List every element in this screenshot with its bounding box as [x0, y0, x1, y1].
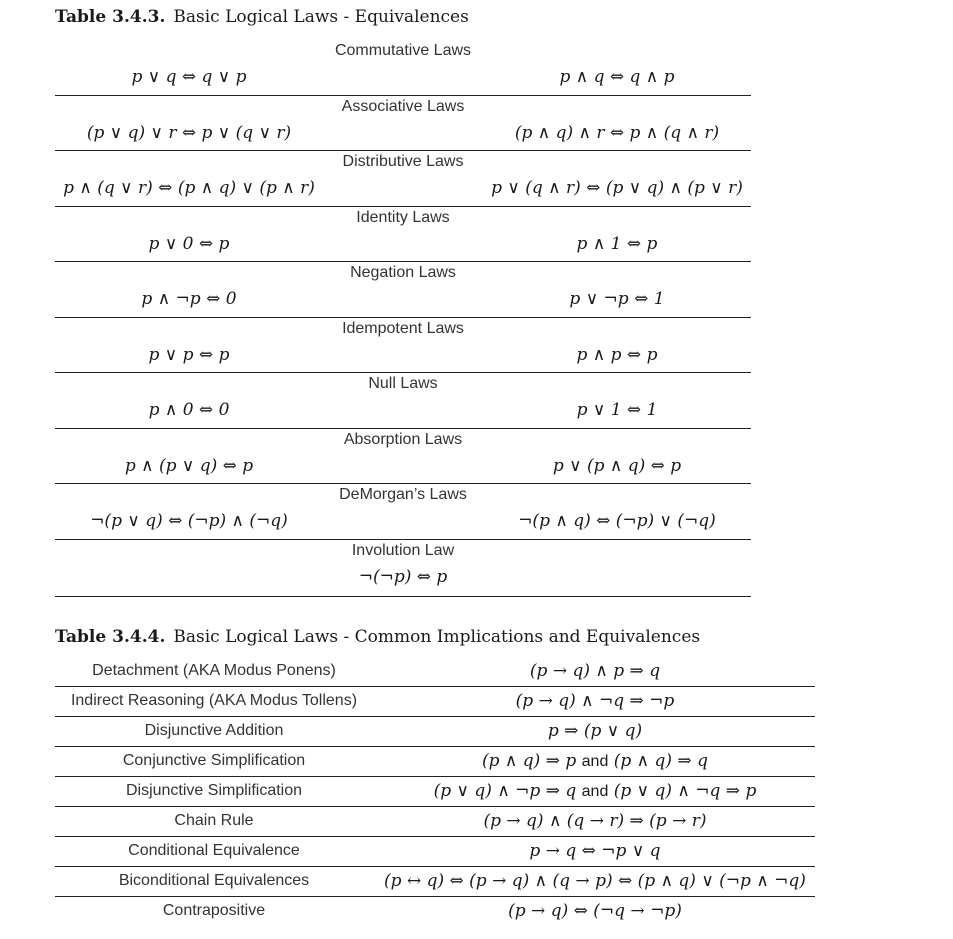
rule-name: Conditional Equivalence	[128, 842, 300, 859]
table-3-4-4-caption	[55, 627, 700, 647]
law-rhs: p ∨ (p ∧ q) ⇔ p	[552, 455, 682, 476]
table-row	[55, 717, 815, 747]
and-word: and	[581, 783, 609, 800]
law-title: Absorption Laws	[343, 430, 463, 448]
table-row	[55, 687, 815, 717]
law-row-distributive	[55, 151, 751, 207]
law-title: Null Laws	[368, 375, 438, 392]
law-row-idempotent	[55, 318, 751, 374]
rule-part-a: (p ∧ q) ⇒ p	[482, 751, 577, 771]
law-lhs: p ∨ q ⇔ q ∨ p	[131, 67, 247, 87]
table-title: Basic Logical Laws - Equivalences	[173, 7, 469, 27]
law-lhs: p ∧ 0 ⇔ 0	[148, 400, 230, 420]
implications-table	[55, 657, 815, 926]
table-label: Table 3.4.4.	[55, 627, 166, 647]
rule-formula: (p → q) ∧ (q → r) ⇒ (p → r)	[483, 811, 707, 831]
rule-formula: (p → q) ∧ ¬q ⇒ ¬p	[515, 691, 675, 711]
law-row-identity	[55, 207, 751, 263]
table-row	[55, 837, 815, 867]
rule-name: Biconditional Equivalences	[118, 872, 310, 889]
rule-name: Disjunctive Addition	[144, 722, 284, 739]
law-formula: ¬(¬p) ⇔ p	[358, 566, 448, 587]
table-label: Table 3.4.3.	[55, 7, 166, 27]
table-row	[55, 657, 815, 687]
law-title: Idempotent Laws	[342, 319, 464, 337]
law-title: Negation Laws	[350, 264, 456, 281]
rule-name: Indirect Reasoning (AKA Modus Tollens)	[70, 692, 358, 709]
table-row	[55, 897, 815, 926]
law-title: DeMorgan’s Laws	[339, 486, 467, 503]
table-row	[55, 867, 815, 897]
law-title: Involution Law	[351, 541, 455, 559]
rule-name: Contrapositive	[162, 902, 266, 919]
law-lhs: p ∧ ¬p ⇔ 0	[141, 289, 237, 309]
rule-name: Detachment (AKA Modus Ponens)	[92, 662, 336, 679]
law-row-associative	[55, 96, 751, 152]
law-row-absorption	[55, 429, 751, 485]
rule-part-b: (p ∨ q) ∧ ¬q ⇒ p	[613, 781, 757, 801]
law-row-involution	[55, 540, 751, 597]
rule-formula	[375, 751, 815, 771]
table-3-4-3-caption	[55, 7, 469, 27]
law-rhs: p ∨ ¬p ⇔ 1	[569, 289, 665, 309]
rule-formula: p ⇒ (p ∨ q)	[547, 721, 643, 741]
rule-name: Disjunctive Simplification	[125, 782, 303, 799]
law-title: Distributive Laws	[342, 153, 464, 170]
law-rhs: p ∧ 1 ⇔ p	[576, 233, 658, 254]
rule-name: Chain Rule	[174, 812, 254, 829]
rule-formula: p → q ⇔ ¬p ∨ q	[529, 841, 661, 861]
table-row	[55, 777, 815, 807]
law-rhs: p ∨ (q ∧ r) ⇔ (p ∨ q) ∧ (p ∨ r)	[491, 178, 743, 198]
law-lhs: ¬(p ∨ q) ⇔ (¬p) ∧ (¬q)	[90, 511, 288, 531]
law-row-demorgan	[55, 484, 751, 540]
and-word: and	[581, 753, 609, 770]
table-row	[55, 747, 815, 777]
law-title: Associative Laws	[341, 97, 465, 115]
rule-formula: (p ↔ q) ⇔ (p → q) ∧ (q → p) ⇔ (p ∧ q) ∨ (¬p ∧ ¬q)	[384, 871, 806, 891]
law-title: Commutative Laws	[334, 42, 472, 59]
law-rhs: p ∧ q ⇔ q ∧ p	[559, 67, 675, 87]
law-rhs: (p ∧ q) ∧ r ⇔ p ∧ (q ∧ r)	[514, 122, 720, 143]
law-row-negation	[55, 262, 751, 318]
law-row-null	[55, 373, 751, 429]
law-title: Identity Laws	[356, 208, 450, 226]
law-lhs: p ∧ (p ∨ q) ⇔ p	[124, 455, 254, 476]
law-lhs: p ∨ 0 ⇔ p	[148, 233, 230, 254]
law-rhs: ¬(p ∧ q) ⇔ (¬p) ∨ (¬q)	[518, 511, 716, 531]
law-lhs: p ∨ p ⇔ p	[148, 344, 230, 365]
law-rhs: p ∨ 1 ⇔ 1	[576, 400, 658, 420]
rule-formula: (p → q) ∧ p ⇒ q	[529, 661, 661, 681]
equivalences-table	[55, 40, 751, 597]
rule-part-a: (p ∨ q) ∧ ¬p ⇒ q	[433, 781, 577, 801]
rule-formula: (p → q) ⇔ (¬q → ¬p)	[508, 901, 682, 921]
law-row-commutative	[55, 40, 751, 96]
law-lhs: (p ∨ q) ∨ r ⇔ p ∨ (q ∨ r)	[86, 122, 292, 143]
table-row	[55, 807, 815, 837]
rule-part-b: (p ∧ q) ⇒ q	[613, 751, 708, 771]
law-rhs: p ∧ p ⇔ p	[576, 344, 658, 365]
law-lhs: p ∧ (q ∨ r) ⇔ (p ∧ q) ∨ (p ∧ r)	[63, 178, 315, 198]
table-title: Basic Logical Laws - Common Implications and Equivalences	[173, 627, 701, 647]
rule-formula	[375, 781, 815, 801]
rule-name: Conjunctive Simplification	[122, 752, 306, 769]
